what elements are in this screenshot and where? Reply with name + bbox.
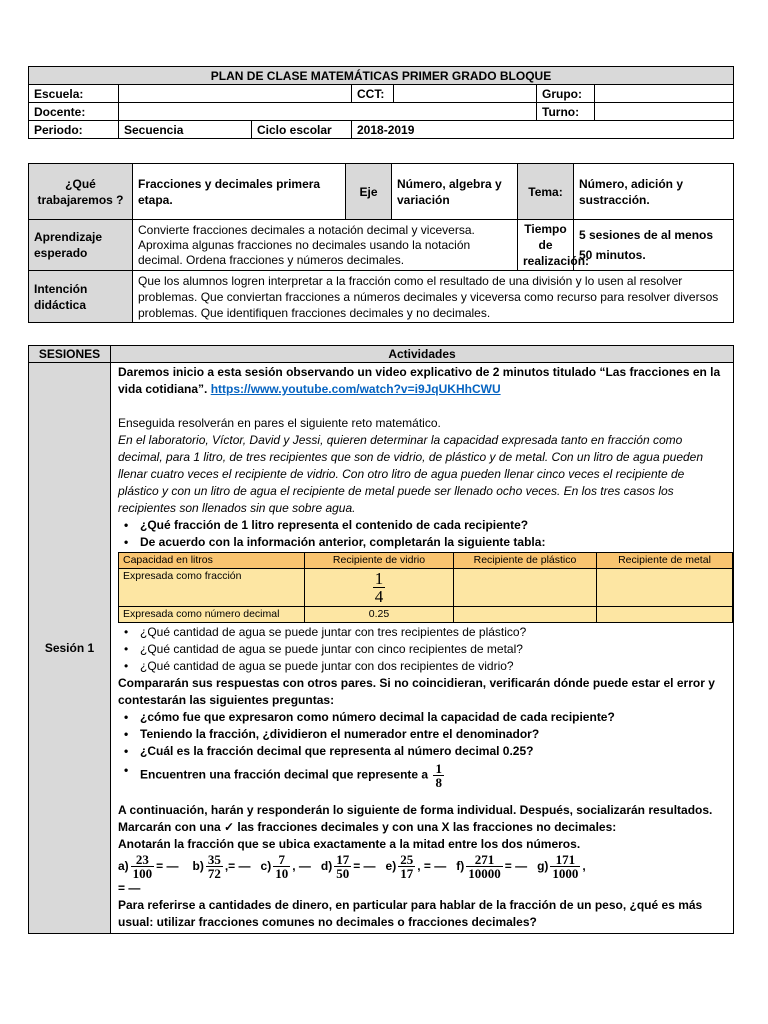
glass-decimal-cell[interactable]: 0.25 bbox=[305, 607, 454, 623]
list-item: • ¿cómo fue que expresaron como número decimal la capacidad de cada recipiente? bbox=[140, 709, 727, 726]
reto-text: En el laboratorio, Víctor, David y Jessi, quieren determinar la capacidad expresada tanto en fracción como decimal, para 1 litro, de tres recipientes que son de vidrio, de plástico y de metal. Con un litro de agua pueden llenar cuatro veces el recipiente de vidrio. Con otro litro de agua pueden llenar cinco veces el recipiente de plástico y con un litro de agua el recipiente de metal puede ser llenado ocho veces. En los tres casos los recipientes son llenados sin que sobre agua. bbox=[118, 433, 704, 515]
fractions-end: = — bbox=[118, 881, 141, 895]
fraction-exercises bbox=[118, 853, 727, 880]
grupo-label: Grupo: bbox=[537, 85, 595, 103]
bullet-list-b bbox=[118, 624, 727, 675]
periodo-label: Periodo: bbox=[29, 121, 119, 139]
info-table bbox=[28, 163, 734, 323]
plan-title: PLAN DE CLASE MATEMÁTICAS PRIMER GRADO BLOQUE bbox=[29, 67, 734, 85]
video-link[interactable]: https://www.youtube.com/watch?v=i9JqUKHhCWU bbox=[210, 382, 501, 396]
turno-label: Turno: bbox=[537, 103, 595, 121]
sessions-table bbox=[28, 345, 734, 934]
exercise-a[interactable]: a) $\frac{23}{100}$ = — bbox=[118, 852, 179, 881]
tiempo-value: 5 sesiones de al menos 50 minutos. bbox=[574, 220, 734, 271]
turno-value[interactable] bbox=[595, 103, 734, 121]
tema-label: Tema: bbox=[518, 164, 574, 220]
sesiones-header: SESIONES bbox=[29, 346, 111, 363]
list-item: • Teniendo la fracción, ¿dividieron el numerador entre el denominador? bbox=[140, 726, 727, 743]
aprendizaje-value: Convierte fracciones decimales a notación decimal y viceversa. Aproxima algunas fracciones no decimales usando la notación decimal. Ordena fracciones y números decimales. bbox=[133, 220, 518, 271]
bullet-list-a bbox=[118, 517, 727, 551]
glass-fraction: $\frac{1}{4}$ bbox=[374, 569, 384, 606]
list-item: • ¿Qué fracción de 1 litro representa el contenido de cada recipiente? bbox=[140, 517, 727, 534]
decimal-row-label: Expresada como número decimal bbox=[119, 607, 305, 623]
list-item: • ¿Qué cantidad de agua se puede juntar con cinco recipientes de metal? bbox=[140, 641, 727, 658]
que-trabajaremos-label: ¿Qué trabajaremos ? bbox=[29, 164, 133, 220]
secuencia-label: Secuencia bbox=[119, 121, 252, 139]
anotar-text: Anotarán la fracción que se ubica exactamente a la mitad entre los dos números. bbox=[118, 837, 581, 851]
exercise-e[interactable]: e) $\frac{25}{17}$ , = — bbox=[385, 852, 447, 881]
cct-value[interactable] bbox=[394, 85, 537, 103]
exercise-g[interactable]: g) $\frac{171}{1000}$ , bbox=[537, 852, 586, 881]
glass-header: Recipiente de vidrio bbox=[305, 553, 454, 569]
tema-value: Número, adición y sustracción. bbox=[574, 164, 734, 220]
reto-intro: Enseguida resolverán en pares el siguiente reto matemático. bbox=[118, 416, 441, 430]
ciclo-label: Ciclo escolar bbox=[252, 121, 352, 139]
exercise-c[interactable]: c) $\frac{7}{10}$ , — bbox=[260, 852, 311, 881]
grupo-value[interactable] bbox=[595, 85, 734, 103]
bullet-list-c bbox=[118, 709, 727, 789]
escuela-label: Escuela: bbox=[29, 85, 119, 103]
plastic-fraction-cell[interactable] bbox=[454, 569, 597, 607]
list-item: • ¿Cuál es la fracción decimal que representa al número decimal 0.25? bbox=[140, 743, 727, 760]
list-item: • De acuerdo con la información anterior, completarán la siguiente tabla: bbox=[140, 534, 727, 551]
ciclo-value: 2018-2019 bbox=[352, 121, 734, 139]
cct-label: CCT: bbox=[352, 85, 394, 103]
actividades-header: Actividades bbox=[111, 346, 734, 363]
escuela-value[interactable] bbox=[119, 85, 352, 103]
individual-text: A continuación, harán y responderán lo siguiente de forma individual. Después, socializarán resultados. bbox=[118, 803, 713, 817]
intencion-value: Que los alumnos logren interpretar a la fracción como el resultado de una división y lo usen al resolver problemas. Que conviertan fracciones a números decimales y viceversa como recurso para resolver diversos problemas. Que identifiquen fracciones decimales y no decimales. bbox=[133, 271, 734, 323]
session-1-label: Sesión 1 bbox=[29, 363, 111, 934]
eje-label: Eje bbox=[346, 164, 392, 220]
eje-value: Número, algebra y variación bbox=[392, 164, 518, 220]
capacity-header: Capacidad en litros bbox=[119, 553, 305, 569]
fraction-row-label: Expresada como fracción bbox=[119, 569, 305, 607]
intro-text: Daremos inicio a esta sesión observando un video explicativo de 2 minutos titulado “Las fracciones en la vida cotidiana”. bbox=[118, 365, 721, 396]
list-item: • ¿Qué cantidad de agua se puede juntar con tres recipientes de plástico? bbox=[140, 624, 727, 641]
one-eighth-fraction: $\frac{1}{8}$ bbox=[435, 761, 442, 790]
final-question: Para referirse a cantidades de dinero, en particular para hablar de la fracción de un peso, ¿qué es más usual: utilizar fracciones comunes no decimales o fracciones decimales? bbox=[118, 898, 703, 929]
marcar-text: Marcarán con una ✓ las fracciones decimales y con una X las fracciones no decimales: bbox=[118, 820, 617, 834]
list-item: • Encuentren una fracción decimal que represente a $\frac{1}{8}$ bbox=[140, 762, 727, 789]
metal-decimal-cell[interactable] bbox=[597, 607, 733, 623]
exercise-f[interactable]: f) $\frac{271}{10000}$ = — bbox=[456, 852, 528, 881]
que-trabajaremos-value: Fracciones y decimales primera etapa. bbox=[133, 164, 346, 220]
plastic-decimal-cell[interactable] bbox=[454, 607, 597, 623]
list-item: • ¿Qué cantidad de agua se puede juntar con dos recipientes de vidrio? bbox=[140, 658, 727, 675]
intencion-label: Intención didáctica bbox=[29, 271, 133, 323]
tiempo-label: Tiempo de realización: bbox=[518, 220, 574, 271]
glass-fraction-cell[interactable] bbox=[305, 569, 454, 607]
capacity-table bbox=[118, 552, 733, 623]
aprendizaje-label: Aprendizaje esperado bbox=[29, 220, 133, 271]
plastic-header: Recipiente de plástico bbox=[454, 553, 597, 569]
exercise-d[interactable]: d) $\frac{17}{50}$ = — bbox=[320, 852, 376, 881]
header-table bbox=[28, 66, 734, 139]
docente-value[interactable] bbox=[119, 103, 537, 121]
session-1-activities bbox=[111, 363, 734, 934]
exercise-b[interactable]: b) $\frac{35}{72}$ ,= — bbox=[192, 852, 251, 881]
metal-header: Recipiente de metal bbox=[597, 553, 733, 569]
docente-label: Docente: bbox=[29, 103, 119, 121]
metal-fraction-cell[interactable] bbox=[597, 569, 733, 607]
compare-text: Compararán sus respuestas con otros pares. Si no coincidieran, verificarán dónde puede estar el error y contestarán las siguientes preguntas: bbox=[118, 676, 715, 707]
